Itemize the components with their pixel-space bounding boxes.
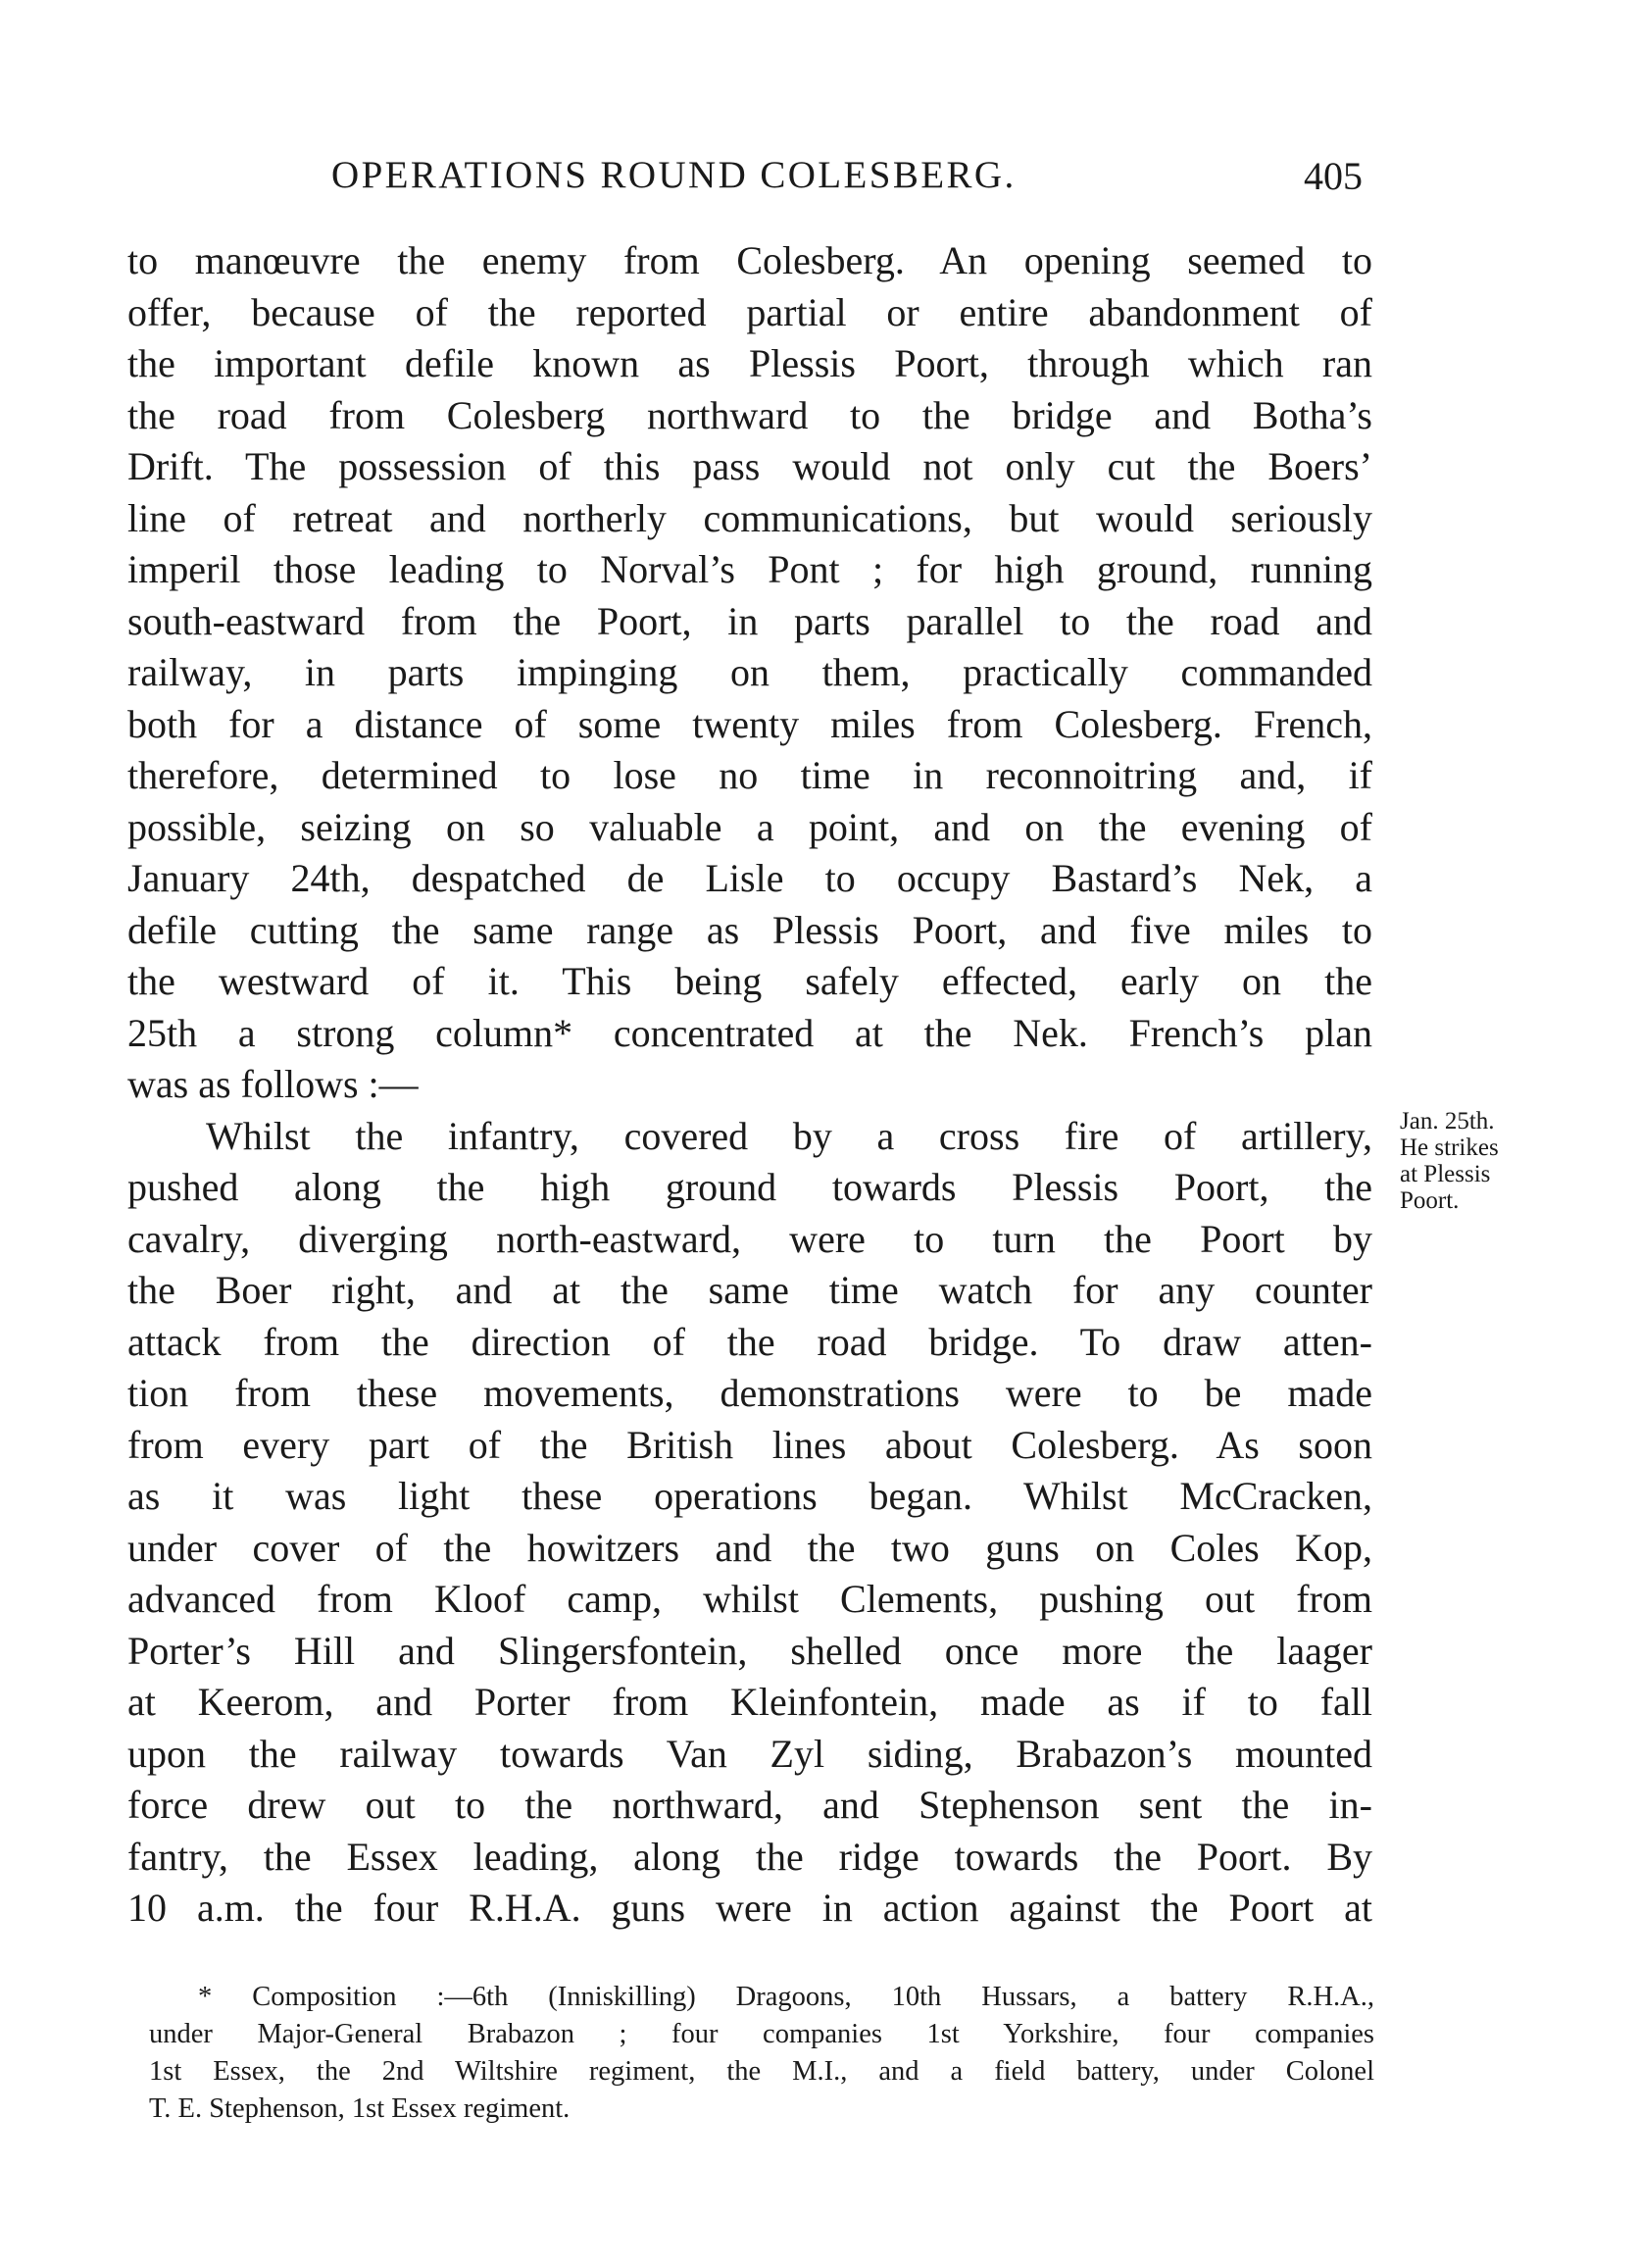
text-line: at Keerom, and Porter from Kleinfontein, made as if to fall bbox=[127, 1680, 1372, 1724]
text-line: 25th a strong column* concentrated at the Nek. French’s plan bbox=[127, 1010, 1372, 1055]
text-line: under cover of the howitzers and the two guns on Coles Kop, bbox=[127, 1525, 1372, 1570]
text-line: the important defile known as Plessis Poort, through which ran bbox=[127, 341, 1372, 385]
text-line: possible, seizing on so valuable a point, and on the evening of bbox=[127, 804, 1372, 849]
text-line: Whilst the infantry, covered by a cross fire of artillery, bbox=[206, 1113, 1372, 1158]
text-line: attack from the direction of the road bridge. To draw atten- bbox=[127, 1319, 1372, 1364]
text-line: imperil those leading to Norval’s Pont ; for high ground, running bbox=[127, 547, 1372, 591]
text-line: Drift. The possession of this pass would not only cut the Boers’ bbox=[127, 444, 1372, 488]
text-line: south-eastward from the Poort, in parts parallel to the road and bbox=[127, 598, 1372, 643]
text-line: was as follows :— bbox=[127, 1062, 419, 1106]
text-line: January 24th, despatched de Lisle to occupy Bastard’s Nek, a bbox=[127, 856, 1372, 900]
text-line: the road from Colesberg northward to the bridge and Botha’s bbox=[127, 392, 1372, 437]
footnote-line: under Major-General Brabazon ; four companies 1st Yorkshire, four companies bbox=[149, 2019, 1374, 2049]
text-line: offer, because of the reported partial or entire abandonment of bbox=[127, 289, 1372, 334]
text-line: to manœuvre the enemy from Colesberg. An opening seemed to bbox=[127, 238, 1372, 282]
text-line: pushed along the high ground towards Plessis Poort, the bbox=[127, 1165, 1372, 1209]
footnote bbox=[149, 1979, 1374, 2128]
page-number: 405 bbox=[1304, 154, 1363, 198]
footnote-line: T. E. Stephenson, 1st Essex regiment. bbox=[149, 2093, 571, 2124]
running-head bbox=[331, 153, 1363, 202]
margin-note-line: Poort. bbox=[1400, 1187, 1460, 1214]
margin-note bbox=[1400, 1108, 1557, 1214]
text-line: as it was light these operations began. Whilst McCracken, bbox=[127, 1474, 1372, 1518]
text-line: line of retreat and northerly communications, but would seriously bbox=[127, 495, 1372, 540]
margin-note-line: He strikes bbox=[1400, 1134, 1499, 1161]
text-line: the Boer right, and at the same time watch for any counter bbox=[127, 1268, 1372, 1312]
text-line: force drew out to the northward, and Stephenson sent the in- bbox=[127, 1783, 1372, 1827]
text-line: both for a distance of some twenty miles from Colesberg. French, bbox=[127, 701, 1372, 746]
margin-note-line: at Plessis bbox=[1400, 1161, 1491, 1187]
margin-note-line: Jan. 25th. bbox=[1400, 1108, 1495, 1134]
text-line: advanced from Kloof camp, whilst Clements, pushing out from bbox=[127, 1577, 1372, 1621]
text-line: therefore, determined to lose no time in reconnoitring and, if bbox=[127, 753, 1372, 797]
text-line: the westward of it. This being safely effected, early on the bbox=[127, 959, 1372, 1003]
text-line: fantry, the Essex leading, along the ridge towards the Poort. By bbox=[127, 1834, 1372, 1879]
footnote-line: 1st Essex, the 2nd Wiltshire regiment, the M.I., and a field battery, under Colonel bbox=[149, 2056, 1374, 2087]
text-line: from every part of the British lines about Colesberg. As soon bbox=[127, 1422, 1372, 1467]
text-line: defile cutting the same range as Plessis Poort, and five miles to bbox=[127, 907, 1372, 952]
text-line: cavalry, diverging north-eastward, were to turn the Poort by bbox=[127, 1216, 1372, 1261]
running-title: OPERATIONS ROUND COLESBERG. bbox=[331, 154, 1017, 196]
text-line: 10 a.m. the four R.H.A. guns were in action against the Poort at bbox=[127, 1886, 1372, 1930]
text-line: railway, in parts impinging on them, practically commanded bbox=[127, 650, 1372, 694]
body-text bbox=[127, 235, 1372, 1935]
footnote-line: * Composition :—6th (Inniskilling) Dragoons, 10th Hussars, a battery R.H.A., bbox=[198, 1982, 1374, 2012]
text-line: upon the railway towards Van Zyl siding, Brabazon’s mounted bbox=[127, 1731, 1372, 1776]
text-line: tion from these movements, demonstrations were to be made bbox=[127, 1371, 1372, 1415]
text-line: Porter’s Hill and Slingersfontein, shelled once more the laager bbox=[127, 1628, 1372, 1673]
